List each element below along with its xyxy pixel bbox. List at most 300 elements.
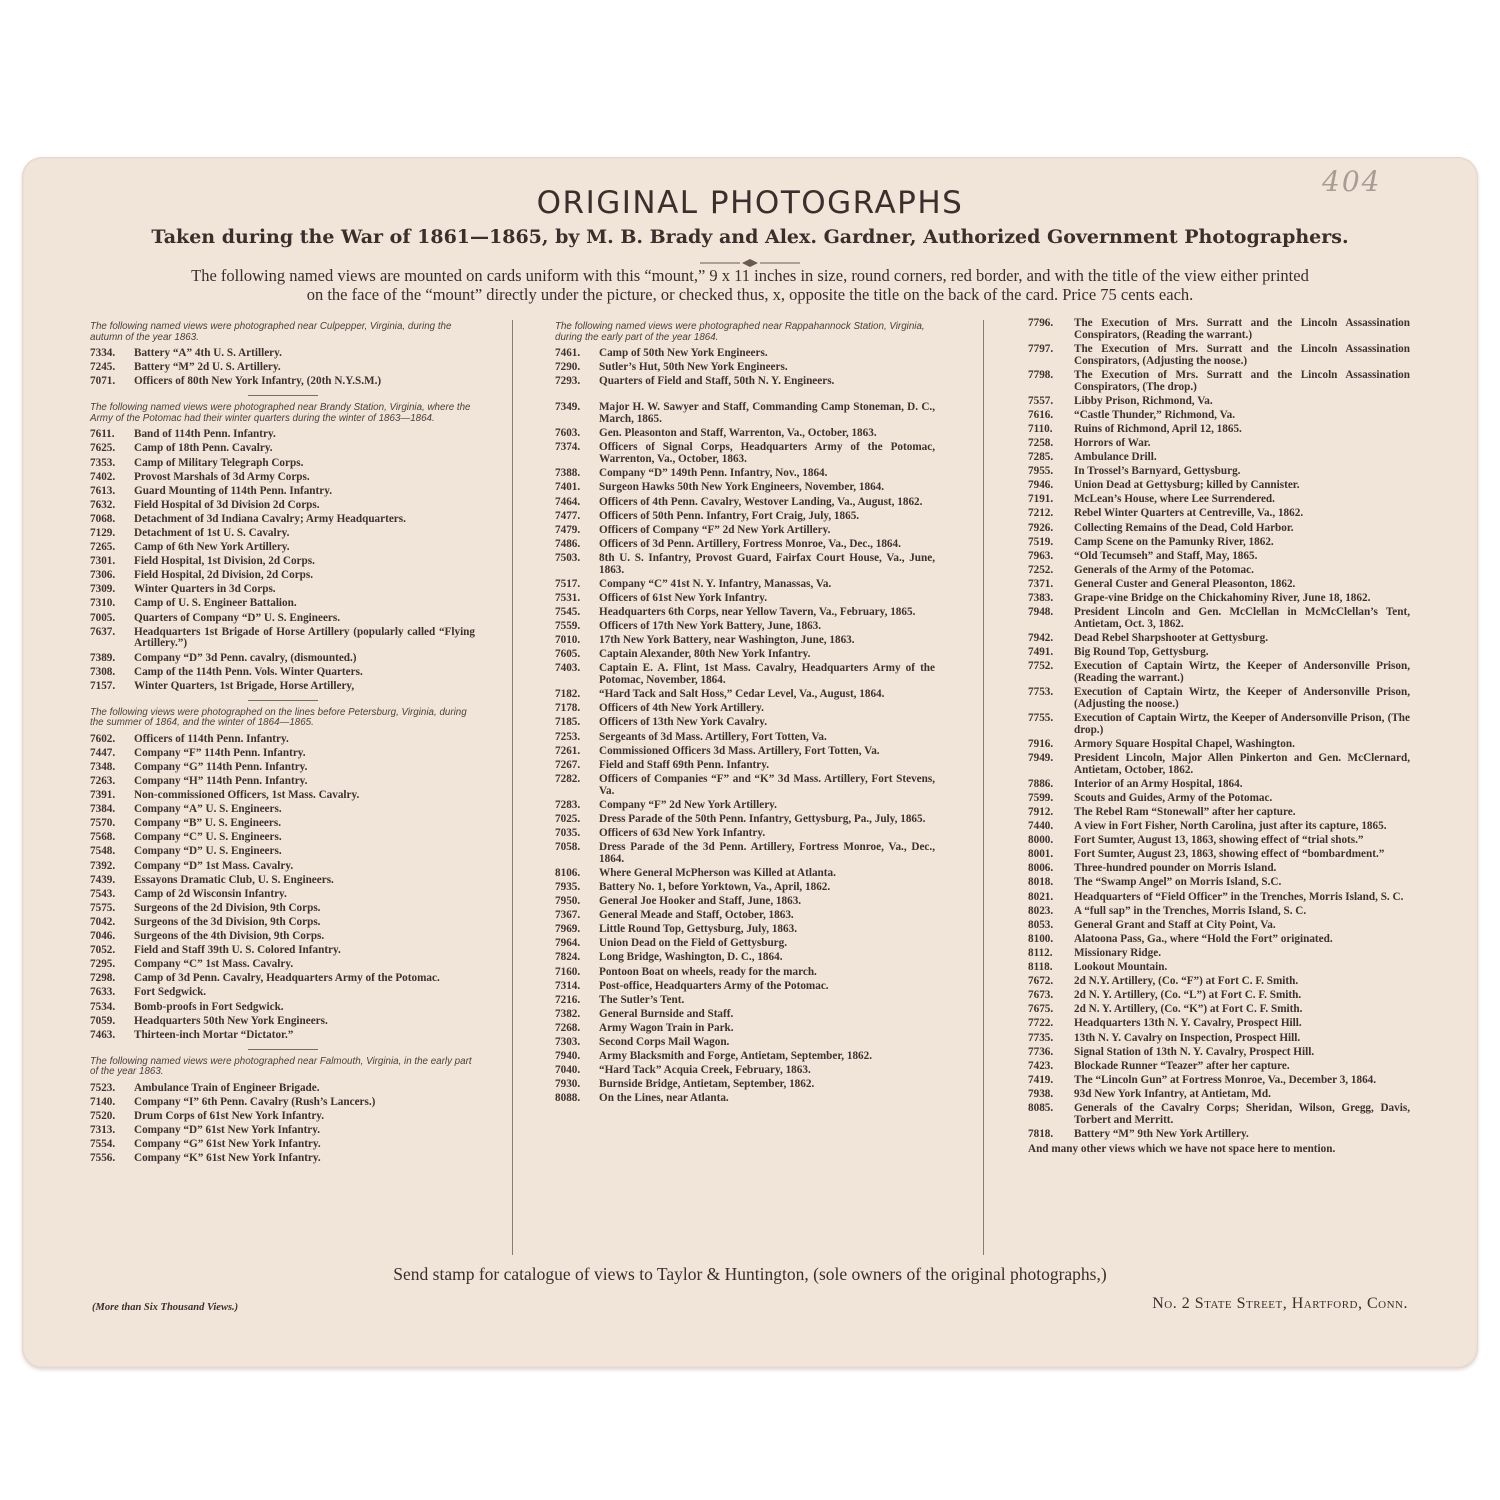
view-title: Detachment of 3d Indiana Cavalry; Army Headquarters. [134,512,406,525]
view-number: 7129. [90,527,116,540]
view-title: Camp of 2d Wisconsin Infantry. [134,887,287,900]
view-number: 7046. [90,930,116,943]
list-item [90,500,475,512]
list-item [555,924,935,936]
list-item [90,776,475,788]
list-item [90,903,475,915]
view-title: 93d New York Infantry, at Antietam, Md. [1074,1087,1271,1100]
view-title: Generals of the Army of the Potomac. [1074,563,1254,576]
view-title: Band of 114th Penn. Infantry. [134,428,276,441]
view-number: 7216. [555,993,581,1006]
list-item [90,790,475,802]
list-item [555,717,935,729]
view-title: Quarters of Company “D” U. S. Engineers. [134,611,341,624]
view-number: 7388. [555,467,581,480]
view-title: Company “G” 61st New York Infantry. [134,1138,321,1151]
view-number: 8000. [1028,834,1054,847]
view-number: 7672. [1028,975,1054,988]
view-title: Execution of Captain Wirtz, the Keeper of Andersonville Prison, (Adjusting the noose.) [1074,686,1410,710]
view-title: Execution of Captain Wirtz, the Keeper of Andersonville Prison, (Reading the warrant.) [1074,660,1410,684]
view-title: Surgeons of the 4th Division, 9th Corps. [134,930,325,943]
list-item [90,542,475,554]
list-item [555,579,935,591]
view-number: 7477. [555,509,581,522]
view-title: Headquarters 13th N. Y. Cavalry, Prospect Hill. [1074,1017,1302,1030]
list-item [555,482,935,494]
view-number: 7384. [90,803,116,816]
list-item [1028,410,1410,422]
view-number: 7383. [1028,591,1054,604]
view-number: 7301. [90,555,116,568]
view-title: Fort Sedgwick. [134,986,207,999]
view-number: 7389. [90,651,116,664]
list-item [555,362,935,374]
view-number: 7157. [90,679,116,692]
view-number: 7285. [1028,451,1054,464]
view-title: Big Round Top, Gettysburg. [1074,646,1209,659]
list-item [555,967,935,979]
view-number: 7950. [555,895,581,908]
list-item [555,1051,935,1063]
list-item [1028,318,1410,342]
view-number: 7371. [1028,577,1054,590]
view-title: Officers of 4th New York Artillery. [599,702,764,715]
page-title: ORIGINAL PHOTOGRAPHS [536,185,964,221]
list-item [90,1002,475,1014]
list-item [1028,1033,1410,1045]
view-title: Field Hospital, 2d Division, 2d Corps. [134,569,314,582]
view-title: Sutler’s Hut, 50th New York Engineers. [599,361,788,374]
view-number: 7946. [1028,479,1054,492]
list-item [90,889,475,901]
view-number: 7005. [90,611,116,624]
view-number: 7969. [555,923,581,936]
section-intro: The following named views were photographed near Brandy Station, Virginia, where the Army of the Potomac had their winter quarters during the winter of 1863—1864. [90,402,471,424]
list-item [1028,494,1410,506]
list-item [1028,508,1410,520]
view-title: 13th N. Y. Cavalry on Inspection, Prospect Hill. [1074,1031,1301,1044]
view-title: Fort Sumter, August 23, 1863, showing effect of “bombardment.” [1074,848,1385,861]
view-number: 7265. [90,541,116,554]
view-number: 7245. [90,361,116,374]
list-item [90,861,475,873]
view-number: 7267. [555,758,581,771]
view-title: Surgeon Hawks 50th New York Engineers, November, 1864. [599,481,885,494]
view-title: Officers of 80th New York Infantry, (20th N.Y.S.M.) [134,375,382,388]
view-title: Officers of Company “F” 2d New York Artillery. [599,523,831,536]
view-number: 7419. [1028,1073,1054,1086]
view-title: Dead Rebel Sharpshooter at Gettysburg. [1074,631,1269,644]
view-number: 7926. [1028,521,1054,534]
list-item [555,828,935,840]
list-item [555,1023,935,1035]
view-number: 7736. [1028,1045,1054,1058]
list-item [1028,835,1410,847]
view-title: Officers of 61st New York Infantry. [599,591,767,604]
list-item [1028,990,1410,1002]
view-number: 7570. [90,817,116,830]
view-number: 7949. [1028,751,1054,764]
list-item [1028,438,1410,450]
view-number: 7964. [555,937,581,950]
view-number: 7632. [90,498,116,511]
view-number: 7191. [1028,493,1054,506]
view-title: Officers of 17th New York Battery, June, 1863. [599,620,822,633]
view-number: 8023. [1028,904,1054,917]
view-title: Camp Scene on the Pamunky River, 1862. [1074,535,1274,548]
view-title: General Custer and General Pleasonton, 1862. [1074,577,1296,590]
list-item [90,832,475,844]
view-title: Quarters of Field and Staff, 50th N. Y. Engineers. [599,375,835,388]
view-title: General Joe Hooker and Staff, June, 1863. [599,895,802,908]
list-item [1028,863,1410,875]
view-number: 7382. [555,1007,581,1020]
view-title: Essayons Dramatic Club, U. S. Engineers. [134,873,334,886]
list-item [90,987,475,999]
list-item [555,896,935,908]
view-title: Camp of 18th Penn. Cavalry. [134,442,273,455]
view-title: Company “C” U. S. Engineers. [134,831,282,844]
list-item [555,952,935,964]
list-item [555,910,935,922]
column-divider [983,320,984,1255]
list-item [1028,793,1410,805]
list-item [1028,934,1410,946]
view-title: Camp of the 114th Penn. Vols. Winter Quarters. [134,665,363,678]
list-item [90,584,475,596]
view-number: 7290. [555,361,581,374]
list-item [90,734,475,746]
view-number: 7942. [1028,631,1054,644]
view-number: 7673. [1028,989,1054,1002]
view-title: General Meade and Staff, October, 1863. [599,909,794,922]
view-number: 7263. [90,775,116,788]
list-item [1028,739,1410,751]
list-item [555,635,935,647]
view-number: 7616. [1028,408,1054,421]
view-number: 7503. [555,551,581,564]
view-title: Battery No. 1, before Yorktown, Va., April, 1862. [599,880,831,893]
view-title: “Hard Tack and Salt Hoss,” Cedar Level, Va., August, 1864. [599,688,885,701]
view-title: Surgeons of the 2d Division, 9th Corps. [134,901,321,914]
view-number: 7824. [555,951,581,964]
view-title: Officers of Signal Corps, Headquarters Army of the Potomac, Warrenton, Va., October, 1863. [599,441,935,466]
view-title: Thirteen-inch Mortar “Dictator.” [134,1028,294,1041]
list-item [1028,396,1410,408]
list-item [1028,633,1410,645]
view-number: 7605. [555,648,581,661]
view-title: Scouts and Guides, Army of the Potomac. [1074,791,1273,804]
view-title: 8th U. S. Infantry, Provost Guard, Fairfax Court House, Va., June, 1863. [599,551,935,576]
list-item [555,814,935,826]
view-number: 7722. [1028,1017,1054,1030]
list-item [555,497,935,509]
list-item [1028,551,1410,563]
view-title: “Old Tecumseh” and Staff, May, 1865. [1074,549,1258,562]
column-2-list [555,318,935,1107]
list-item [555,800,935,812]
view-number: 7314. [555,979,581,992]
list-item [555,539,935,551]
list-item [555,511,935,523]
view-number: 7755. [1028,711,1054,724]
view-number: 7935. [555,880,581,893]
view-number: 7052. [90,944,116,957]
view-title: Company “K” 61st New York Infantry. [134,1152,321,1165]
list-item [555,774,935,798]
view-title: Gen. Pleasonton and Staff, Warrenton, Va., October, 1863. [599,427,877,440]
view-title: 2d N. Y. Artillery, (Co. “L”) at Fort C. F. Smith. [1074,989,1302,1002]
view-title: Officers of 50th Penn. Infantry, Fort Craig, July, 1865. [599,509,860,522]
view-number: 7548. [90,845,116,858]
view-number: 7940. [555,1050,581,1063]
view-title: Officers of Companies “F” and “K” 3d Mass. Artillery, Fort Stevens, Va. [599,772,935,797]
view-number: 7282. [555,772,581,785]
view-number: 7439. [90,873,116,886]
list-item [90,748,475,760]
view-number: 7392. [90,859,116,872]
list-item [90,598,475,610]
view-title: “Castle Thunder,” Richmond, Va. [1074,408,1236,421]
view-title: Headquarters of “Field Officer” in the Trenches, Morris Island, S. C. [1074,890,1404,903]
view-title: The Sutler’s Tent. [599,993,685,1006]
view-title: Army Blacksmith and Forge, Antietam, September, 1862. [599,1050,873,1063]
list-item [555,607,935,619]
list-item [1028,466,1410,478]
view-title: A “full sap” in the Trenches, Morris Island, S. C. [1074,904,1307,917]
view-number: 8001. [1028,848,1054,861]
list-item [1028,344,1410,368]
view-title: The “Swamp Angel” on Morris Island, S.C. [1074,876,1282,889]
view-title: Provost Marshals of 3d Army Corps. [134,470,310,483]
view-title: Detachment of 1st U. S. Cavalry. [134,527,290,540]
view-title: Ambulance Train of Engineer Brigade. [134,1081,320,1094]
section-intro: The following named views were photographed near Falmouth, Virginia, in the early part of the year 1863. [90,1055,472,1078]
view-number: 7486. [555,537,581,550]
list-item [90,486,475,498]
list-item [90,945,475,957]
view-number: 7930. [555,1078,581,1091]
list-item [90,1125,475,1137]
list-item [555,760,935,772]
view-title: Company “A” U. S. Engineers. [134,803,282,816]
view-number: 7353. [90,456,116,469]
pencil-inventory-number: 404 [1322,165,1382,198]
view-number: 7675. [1028,1003,1054,1016]
view-title: Camp of 3d Penn. Cavalry, Headquarters Army of the Potomac. [134,972,440,985]
view-number: 7298. [90,972,116,985]
list-item [555,525,935,537]
list-item [90,570,475,582]
list-item [1028,948,1410,960]
view-title: Lookout Mountain. [1074,961,1168,974]
view-title: The Execution of Mrs. Surratt and the Lincoln Assassination Conspirators, (Adjusting the noose.) [1074,342,1410,367]
view-title: Little Round Top, Gettysburg, July, 1863. [599,923,797,936]
view-number: 7348. [90,760,116,773]
list-item [1028,523,1410,535]
list-item [90,681,475,693]
list-item [1028,1075,1410,1087]
list-item [1028,607,1410,631]
view-number: 7185. [555,716,581,729]
list-item [1028,920,1410,932]
list-item [1028,661,1410,685]
view-title: Camp of 6th New York Artillery. [134,541,290,554]
list-item [1028,821,1410,833]
view-title: Battery “M” 2d U. S. Artillery. [134,361,281,374]
view-title: A view in Fort Fisher, North Carolina, just after its capture, 1865. [1074,820,1387,833]
view-number: 7545. [555,605,581,618]
section-separator [248,395,318,396]
view-title: Company “D” 149th Penn. Infantry, Nov., 1864. [599,467,828,480]
view-number: 7313. [90,1123,116,1136]
view-title: Signal Station of 13th N. Y. Cavalry, Prospect Hill. [1074,1045,1315,1058]
section-intro: The following views were photographed on the lines before Petersburg, Virginia, during the summer of 1864, and the winter of 1864—1865. [90,706,467,729]
view-title: Horrors of War. [1074,436,1151,449]
view-number: 7753. [1028,686,1054,699]
view-number: 7735. [1028,1031,1054,1044]
view-title: General Grant and Staff at City Point, Va. [1074,918,1276,931]
view-number: 7916. [1028,737,1054,750]
view-number: 7310. [90,597,116,610]
view-number: 7402. [90,470,116,483]
view-title: Missionary Ridge. [1074,946,1162,959]
view-number: 7401. [555,481,581,494]
list-item [1028,537,1410,549]
list-item [1028,579,1410,591]
view-number: 7035. [555,826,581,839]
list-item [1028,1004,1410,1016]
list-item [1028,593,1410,605]
view-number: 8018. [1028,876,1054,889]
view-title: Winter Quarters in 3d Corps. [134,583,276,596]
list-item [555,442,935,466]
view-number: 8021. [1028,890,1054,903]
view-number: 7599. [1028,791,1054,804]
list-item [555,868,935,880]
view-number: 7948. [1028,606,1054,619]
list-item [555,649,935,661]
view-number: 7938. [1028,1087,1054,1100]
view-number: 7440. [1028,820,1054,833]
view-number: 7797. [1028,342,1054,355]
list-item [90,514,475,526]
view-number: 7182. [555,688,581,701]
view-number: 7283. [555,798,581,811]
list-item [90,1153,475,1165]
list-item [1028,877,1410,889]
list-item [90,653,475,665]
view-title: Company “D” 61st New York Infantry. [134,1123,321,1136]
view-title: Field Hospital, 1st Division, 2d Corps. [134,555,315,568]
view-title: Alatoona Pass, Ga., where “Hold the Fort” originated. [1074,932,1333,945]
view-number: 7796. [1028,317,1054,329]
view-title: Ruins of Richmond, April 12, 1865. [1074,422,1242,435]
view-number: 7543. [90,887,116,900]
list-item [1028,962,1410,974]
view-title: Grape-vine Bridge on the Chickahominy River, June 18, 1862. [1074,591,1371,604]
list-item [555,689,935,701]
list-item [1028,779,1410,791]
list-item [90,818,475,830]
view-number: 7268. [555,1021,581,1034]
view-title: Company “C” 41st N. Y. Infantry, Manassas, Va. [599,577,832,590]
view-number: 7303. [555,1036,581,1048]
view-number: 8006. [1028,862,1054,875]
view-number: 7253. [555,730,581,743]
list-item [555,376,935,388]
view-title: The Rebel Ram “Stonewall” after her capture. [1074,806,1296,818]
list-item [90,443,475,455]
view-title: Officers of 63d New York Infantry. [599,826,766,839]
view-number: 7575. [90,901,116,914]
list-item [1028,906,1410,918]
view-title: Pontoon Boat on wheels, ready for the march. [599,965,817,978]
view-number: 7955. [1028,465,1054,478]
view-number: 8112. [1028,946,1053,959]
view-title: Company “B” U. S. Engineers. [134,817,282,830]
list-item [555,593,935,605]
section-separator [248,1049,318,1050]
list-item [90,613,475,625]
list-item [555,1093,935,1105]
list-item [555,468,935,480]
list-item [555,553,935,577]
view-number: 7603. [555,427,581,440]
view-title: Major H. W. Sawyer and Staff, Commanding Camp Stoneman, D. C., March, 1865. [599,401,935,426]
view-title: Company “G” 114th Penn. Infantry. [134,760,308,773]
view-number: 8088. [555,1092,581,1105]
list-item [555,402,935,426]
footer-notice: Send stamp for catalogue of views to Taylor & Huntington, (sole owners of the original photographs,) [393,1264,1107,1284]
view-title: Headquarters 1st Brigade of Horse Artillery (popularly called “Flying Artillery.”) [134,625,475,650]
list-item [90,1083,475,1095]
view-title: Company “F” 2d New York Artillery. [599,798,777,811]
view-number: 7818. [1028,1127,1054,1140]
view-title: Winter Quarters, 1st Brigade, Horse Artillery, [134,679,355,692]
view-title: Company “D” 3d Penn. cavalry, (dismounted.) [134,651,357,664]
view-title: 2d N. Y. Artillery, (Co. “K”) at Fort C. F. Smith. [1074,1003,1303,1016]
view-number: 7798. [1028,368,1054,381]
view-title: Field and Staff 69th Penn. Infantry. [599,758,770,771]
view-number: 7059. [90,1014,116,1027]
view-title: Officers of 3d Penn. Artillery, Fortress Monroe, Va., Dec., 1864. [599,537,901,550]
view-number: 7293. [555,375,581,388]
view-number: 7391. [90,789,116,802]
view-title: Union Dead on the Field of Gettysburg. [599,937,788,950]
view-number: 7554. [90,1138,116,1151]
view-number: 7491. [1028,646,1054,659]
list-item [90,458,475,470]
view-number: 7568. [90,831,116,844]
view-title: Ambulance Drill. [1074,451,1157,464]
intro-paragraph [80,266,1420,304]
view-title: Company “D” 1st Mass. Cavalry. [134,859,294,872]
list-item [1028,976,1410,988]
view-title: Union Dead at Gettysburg; killed by Cannister. [1074,479,1300,492]
view-number: 7042. [90,915,116,928]
list-item [555,1009,935,1021]
list-item [90,362,475,374]
list-item [90,376,475,388]
view-title: Burnside Bridge, Antietam, September, 1862. [599,1078,815,1091]
view-number: 7349. [555,401,581,414]
column-3-list [1028,318,1410,1155]
view-title: “Hard Tack” Acquia Creek, February, 1863. [599,1064,811,1077]
list-item [90,1016,475,1028]
column-1-list [90,318,475,1167]
view-title: Second Corps Mail Wagon. [599,1036,730,1048]
